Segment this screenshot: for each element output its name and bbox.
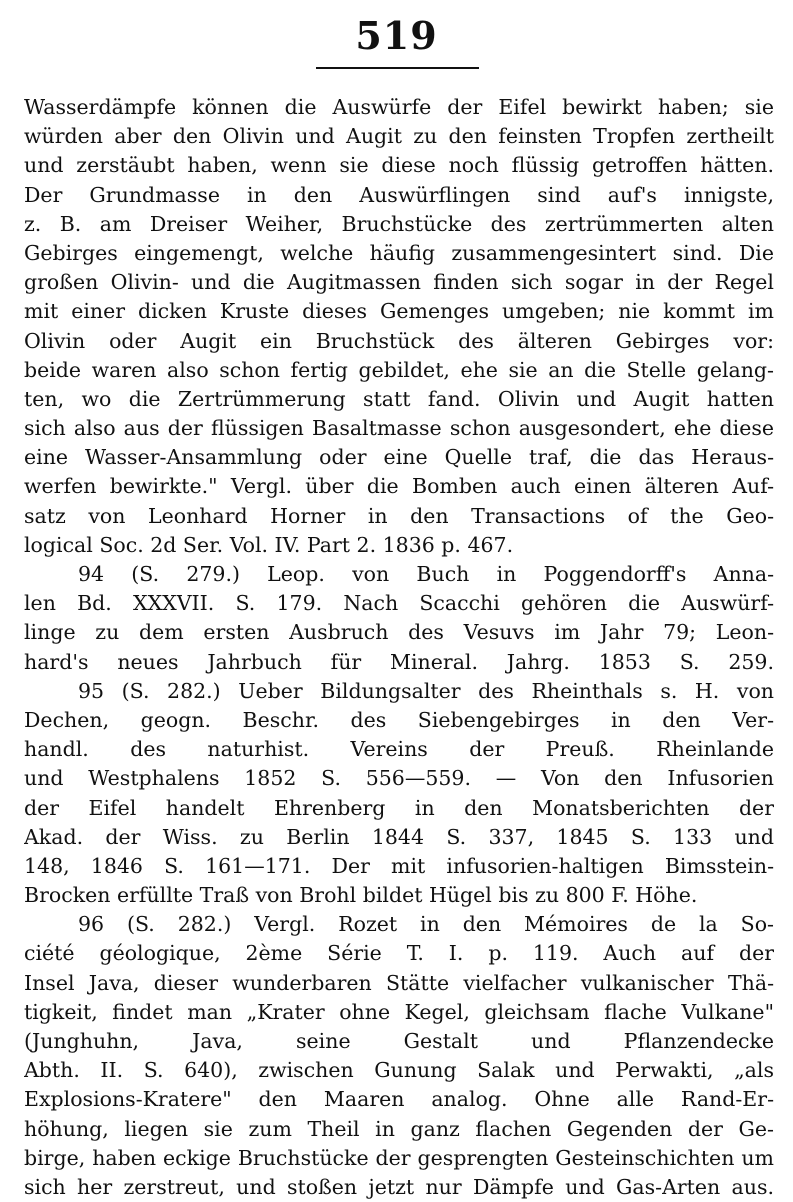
text-line: der Eifel handelt Ehrenberg in den Monatsberichten der [24, 795, 774, 820]
header-rule [316, 67, 479, 69]
text-line: und Westphalens 1852 S. 556—559. — Von den Infusorien [24, 766, 774, 791]
text-line: Abth. II. S. 640), zwischen Gunung Salak und Perwakti, „als [24, 1058, 774, 1083]
text-line: Der Grundmasse in den Auswürflingen sind auf's innigste, [24, 182, 774, 207]
text-line: Dechen, geogn. Beschr. des Siebengebirges in den Ver- [24, 707, 774, 732]
text-line: tigkeit, findet man „Krater ohne Kegel, gleichsam flache Vulkane" [24, 999, 774, 1024]
text-line: eine Wasser-Ansammlung oder eine Quelle traf, die das Heraus- [24, 445, 774, 470]
text-line: 148, 1846 S. 161—171. Der mit infusorien-haltigen Bimsstein- [24, 853, 774, 878]
text-line: höhung, liegen sie zum Theil in ganz flachen Gegenden der Ge- [24, 1116, 774, 1141]
text-line: werfen bewirkte." Vergl. über die Bomben auch einen älteren Auf- [24, 474, 774, 499]
text-line: ten, wo die Zertrümmerung statt fand. Olivin und Augit hatten [24, 386, 774, 411]
footnote-line: 95 (S. 282.) Ueber Bildungsalter des Rheinthals s. H. von [78, 678, 774, 703]
text-line: (Junghuhn, Java, seine Gestalt und Pflanzendecke [24, 1029, 774, 1053]
text-line: Gebirges eingemengt, welche häufig zusammengesintert sind. Die [24, 240, 774, 265]
footnote-line: 96 (S. 282.) Vergl. Rozet in den Mémoires de la So- [78, 912, 774, 937]
text-line: großen Olivin- und die Augitmassen finden sich sogar in der Regel [24, 270, 774, 295]
text-line: Brocken erfüllte Traß von Brohl bildet Hügel bis zu 800 F. Höhe. [24, 883, 698, 908]
text-line: Akad. der Wiss. zu Berlin 1844 S. 337, 1845 S. 133 und [24, 824, 774, 849]
body-text [24, 93, 774, 1202]
text-line: logical Soc. 2d Ser. Vol. IV. Part 2. 1836 p. 467. [24, 532, 514, 557]
text-line: sich her zerstreut, und stoßen jetzt nur Dämpfe und Gas-Arten aus. [24, 1174, 774, 1199]
text-line: Wasserdämpfe können die Auswürfe der Eifel bewirkt haben; sie [24, 95, 774, 119]
text-line: Insel Java, dieser wunderbaren Stätte vielfacher vulkanischer Thä- [24, 970, 774, 995]
text-line: handl. des naturhist. Vereins der Preuß. Rheinlande [24, 737, 774, 762]
text-line: len Bd. XXXVII. S. 179. Nach Scacchi gehören die Auswürf- [24, 591, 774, 616]
text-line: ciété géologique, 2ème Série T. I. p. 119. Auch auf der [24, 941, 774, 966]
text-line: sich also aus der flüssigen Basaltmasse schon ausgesondert, ehe diese [24, 416, 774, 441]
text-line: Explosions-Kratere" den Maaren analog. Ohne alle Rand-Er- [24, 1087, 774, 1112]
text-line: z. B. am Dreiser Weiher, Bruchstücke des zertrümmerten alten [24, 211, 774, 236]
text-line: würden aber den Olivin und Augit zu den feinsten Tropfen zertheilt [24, 124, 774, 149]
text-line: Olivin oder Augit ein Bruchstück des älteren Gebirges vor: [24, 328, 774, 353]
text-line: birge, haben eckige Bruchstücke der gesprengten Gesteinschichten um [24, 1145, 774, 1170]
text-line: hard's neues Jahrbuch für Mineral. Jahrg. 1853 S. 259. [24, 649, 774, 674]
text-line: mit einer dicken Kruste dieses Gemenges umgeben; nie kommt im [24, 299, 774, 324]
footnote-line: 94 (S. 279.) Leop. von Buch in Poggendorff's Anna- [78, 562, 774, 586]
page-number: 519 [355, 13, 438, 58]
text-line: beide waren also schon fertig gebildet, ehe sie an die Stelle gelang- [24, 357, 774, 382]
text-line: linge zu dem ersten Ausbruch des Vesuvs im Jahr 79; Leon- [24, 620, 774, 645]
text-line: satz von Leonhard Horner in den Transactions of the Geo- [24, 503, 774, 528]
text-line: und zerstäubt haben, wenn sie diese noch flüssig getroffen hätten. [24, 153, 774, 178]
